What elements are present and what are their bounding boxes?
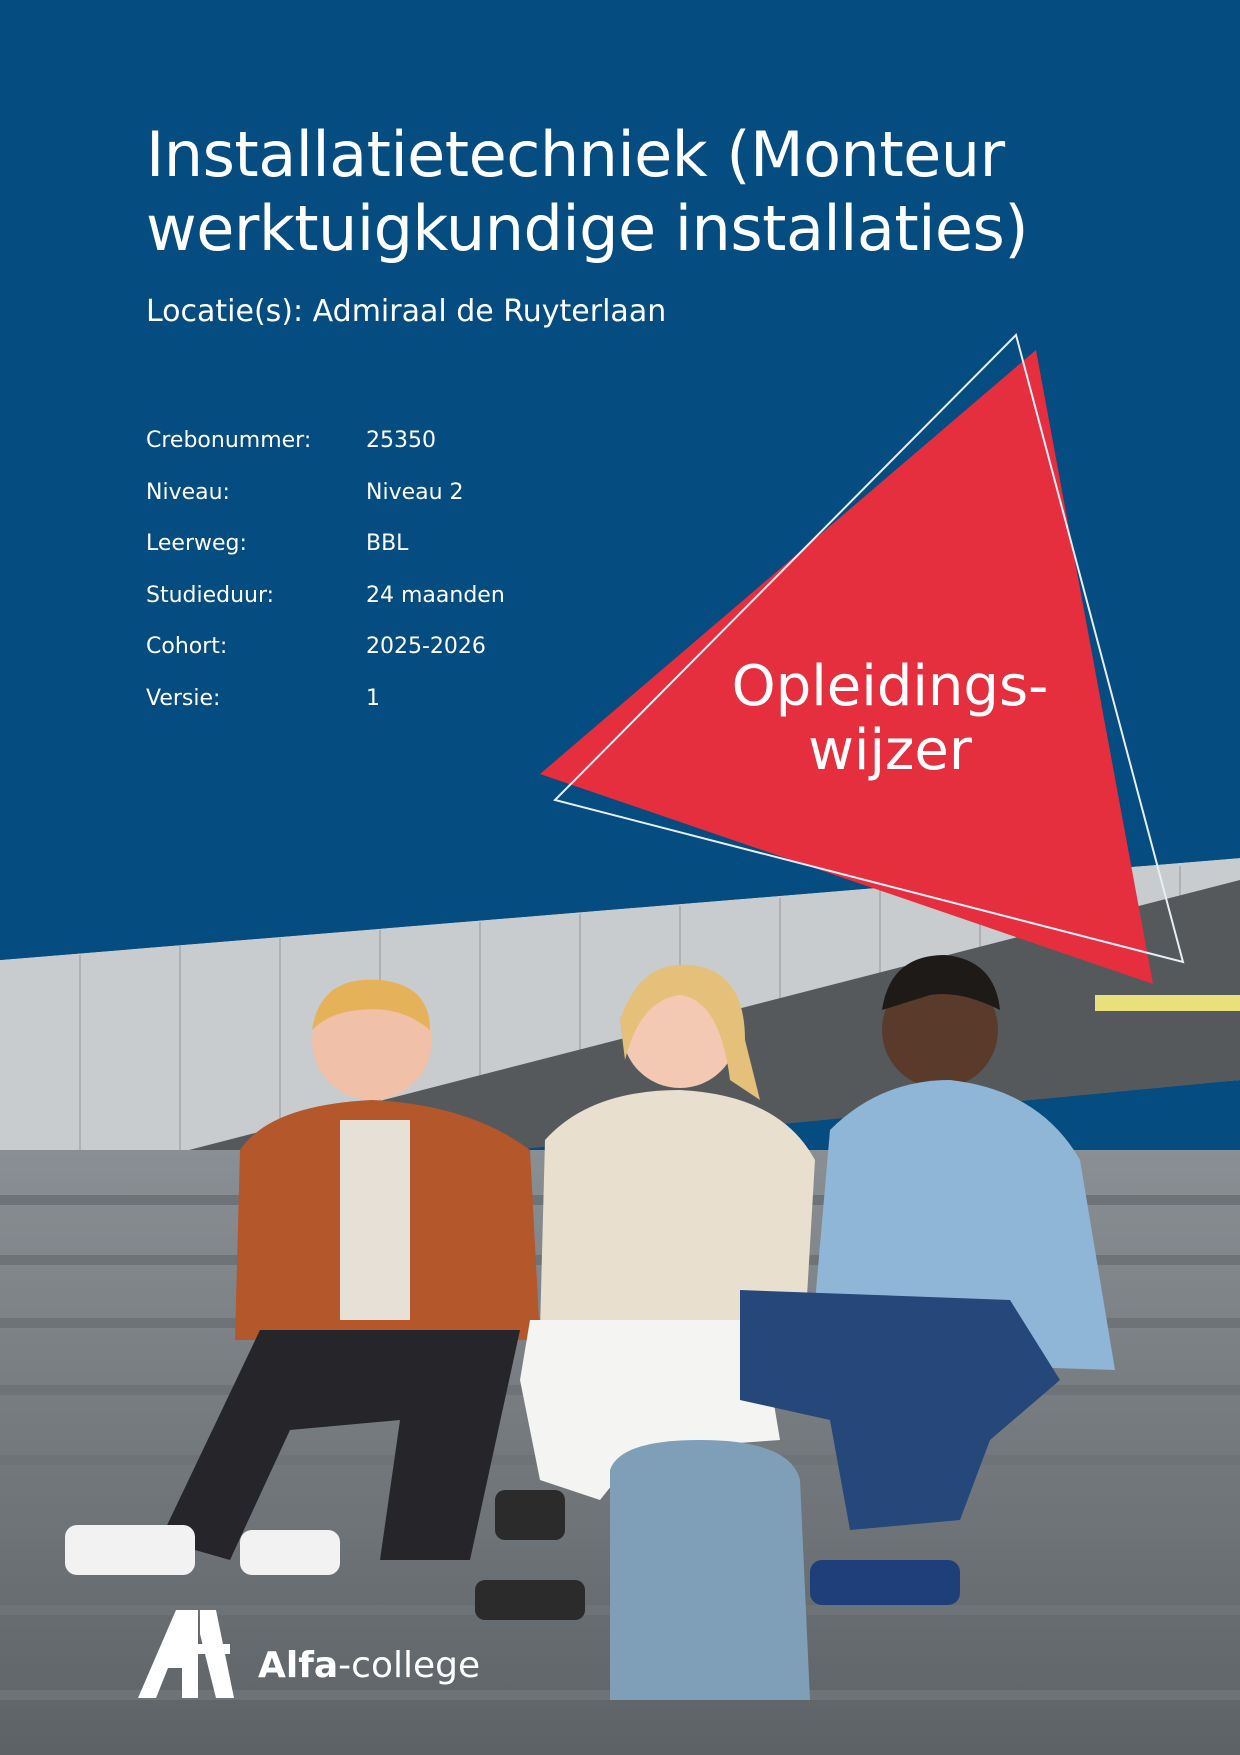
badge-line-1: Opleidings- xyxy=(731,654,1049,719)
location-line xyxy=(146,292,666,332)
badge-line-2: wijzer xyxy=(808,718,972,783)
title-line-2: werktuigkundige installaties) xyxy=(146,192,1029,265)
guide-badge xyxy=(700,655,1080,783)
detail-label: Versie: xyxy=(146,685,221,711)
brand-name-rest: -college xyxy=(338,1645,481,1686)
brand-name-bold: Alfa xyxy=(258,1645,339,1686)
detail-value: BBL xyxy=(366,531,409,556)
page-title xyxy=(146,118,1146,266)
detail-value: Niveau 2 xyxy=(366,479,464,505)
title-line-1: Installatietechniek (Monteur xyxy=(146,118,1005,191)
detail-label: Leerweg: xyxy=(146,531,247,556)
detail-value: 25350 xyxy=(366,428,436,453)
brand-wordmark xyxy=(258,1644,480,1688)
detail-value: 24 maanden xyxy=(366,582,505,608)
location-label: Locatie(s): xyxy=(146,294,304,329)
detail-label: Crebonummer: xyxy=(146,428,312,453)
detail-label: Niveau: xyxy=(146,479,230,505)
detail-value: 1 xyxy=(366,685,380,711)
location-value: Admiraal de Ruyterlaan xyxy=(312,294,667,329)
detail-value: 2025-2026 xyxy=(366,634,486,659)
detail-label: Studieduur: xyxy=(146,582,275,608)
detail-label: Cohort: xyxy=(146,634,228,659)
